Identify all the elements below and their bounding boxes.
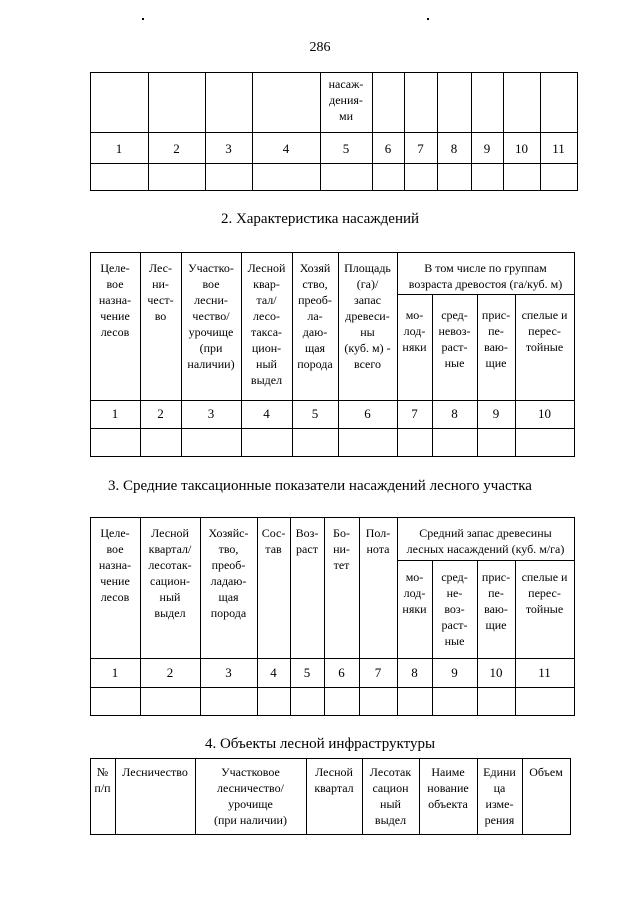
column-number: 7 bbox=[374, 665, 382, 680]
column-number: 1 bbox=[111, 665, 119, 680]
header-composition: Сос- тав bbox=[261, 526, 286, 556]
header-quarter: Лесной квар- тал/ лесо- такса- цион- ный выдел bbox=[247, 261, 286, 387]
header-middle-aged: сред- не- воз- раст- ные bbox=[441, 570, 468, 648]
header-number: № п/п bbox=[94, 765, 111, 795]
header-bonitet: Бо- ни- тет bbox=[333, 526, 350, 572]
column-number: 8 bbox=[451, 406, 458, 421]
header-age: Воз- раст bbox=[295, 526, 319, 556]
column-number: 9 bbox=[492, 406, 500, 421]
column-number: 6 bbox=[384, 141, 392, 156]
header-purpose: Целе- вое назна- чение лесов bbox=[98, 261, 132, 339]
column-number: 10 bbox=[538, 406, 551, 421]
column-number: 8 bbox=[450, 141, 458, 156]
column-number: 5 bbox=[311, 406, 319, 421]
header-quarter: Лесной квартал bbox=[314, 765, 354, 795]
header-farm: Хозяйс- тво, преоб- ладаю- щая порода bbox=[208, 526, 249, 620]
header-district-forestry: Участковое лесничество/ урочище (при наличии) bbox=[214, 765, 287, 827]
header-forestry: Лесничество bbox=[122, 765, 188, 779]
column-number: 8 bbox=[411, 665, 418, 680]
header-purpose: Целе- вое назна- чение лесов bbox=[98, 526, 132, 604]
header-cell: насаж- дения- ми bbox=[328, 77, 364, 123]
scan-dot bbox=[142, 18, 144, 20]
column-number: 4 bbox=[270, 665, 277, 680]
column-number: 6 bbox=[364, 406, 371, 421]
section-heading-4: 4. Объекты лесной инфраструктуры bbox=[204, 736, 436, 752]
header-young: мо- лод- няки bbox=[402, 570, 427, 616]
column-number: 11 bbox=[552, 141, 565, 156]
section-heading-2: 2. Характеристика насаждений bbox=[220, 211, 420, 227]
column-number: 2 bbox=[157, 406, 164, 421]
column-number: 9 bbox=[483, 141, 491, 156]
column-number: 10 bbox=[489, 665, 503, 680]
column-number: 11 bbox=[538, 665, 551, 680]
section-heading-3: 3. Средние таксационные показатели насаждений лесного участка bbox=[108, 478, 532, 494]
header-volume: Объем bbox=[529, 765, 563, 779]
column-number: 6 bbox=[338, 665, 345, 680]
header-young: мо- лод- няки bbox=[402, 308, 427, 354]
column-number: 7 bbox=[417, 141, 424, 156]
header-unit: Едини ца изме- рения bbox=[483, 765, 516, 827]
header-object-name: Наиме нование объекта bbox=[427, 765, 469, 811]
column-number: 7 bbox=[411, 406, 418, 421]
column-number: 10 bbox=[515, 141, 528, 156]
header-maturing: прис- пе- ваю- щие bbox=[481, 570, 511, 632]
scan-dot bbox=[427, 18, 429, 20]
header-mature: спелые и перес- тойные bbox=[521, 570, 568, 616]
header-district-forestry: Участко- вое лесни- чество/ урочище (при наличии) bbox=[187, 261, 235, 371]
column-number: 2 bbox=[166, 665, 174, 680]
column-number: 9 bbox=[451, 665, 458, 680]
column-number: 1 bbox=[111, 406, 119, 421]
header-allotment: Лесотак сацион ный выдел bbox=[369, 765, 412, 827]
column-number: 3 bbox=[207, 406, 215, 421]
header-age-groups: В том числе по группам возраста древостоя (га/куб. м) bbox=[408, 261, 563, 291]
header-maturing: прис- пе- ваю- щие bbox=[481, 308, 511, 370]
header-density: Пол- нота bbox=[365, 526, 391, 556]
page-number: 286 bbox=[309, 40, 331, 55]
column-number: 4 bbox=[263, 406, 270, 421]
header-quarter: Лесной квартал/ лесотак- сацион- ный выдел bbox=[148, 526, 192, 620]
column-number: 4 bbox=[282, 141, 290, 156]
header-average-stock: Средний запас древесины лесных насаждений (куб. м/га) bbox=[406, 526, 565, 556]
header-mature: спелые и перес- тойные bbox=[521, 308, 568, 354]
column-number: 1 bbox=[115, 141, 123, 156]
header-farm: Хозяй ство, преоб- ла- даю- щая порода bbox=[297, 261, 333, 371]
column-number: 5 bbox=[303, 665, 311, 680]
column-number: 5 bbox=[342, 141, 350, 156]
header-area: Площадь (га)/ запас древеси- ны (куб. м) - всего bbox=[344, 261, 391, 371]
column-number: 2 bbox=[173, 141, 180, 156]
column-number: 3 bbox=[225, 141, 232, 156]
header-middle-aged: сред- невоз- раст- ные bbox=[438, 308, 471, 370]
header-forestry: Лес- ни- чест- во bbox=[147, 261, 174, 323]
column-number: 3 bbox=[225, 665, 232, 680]
